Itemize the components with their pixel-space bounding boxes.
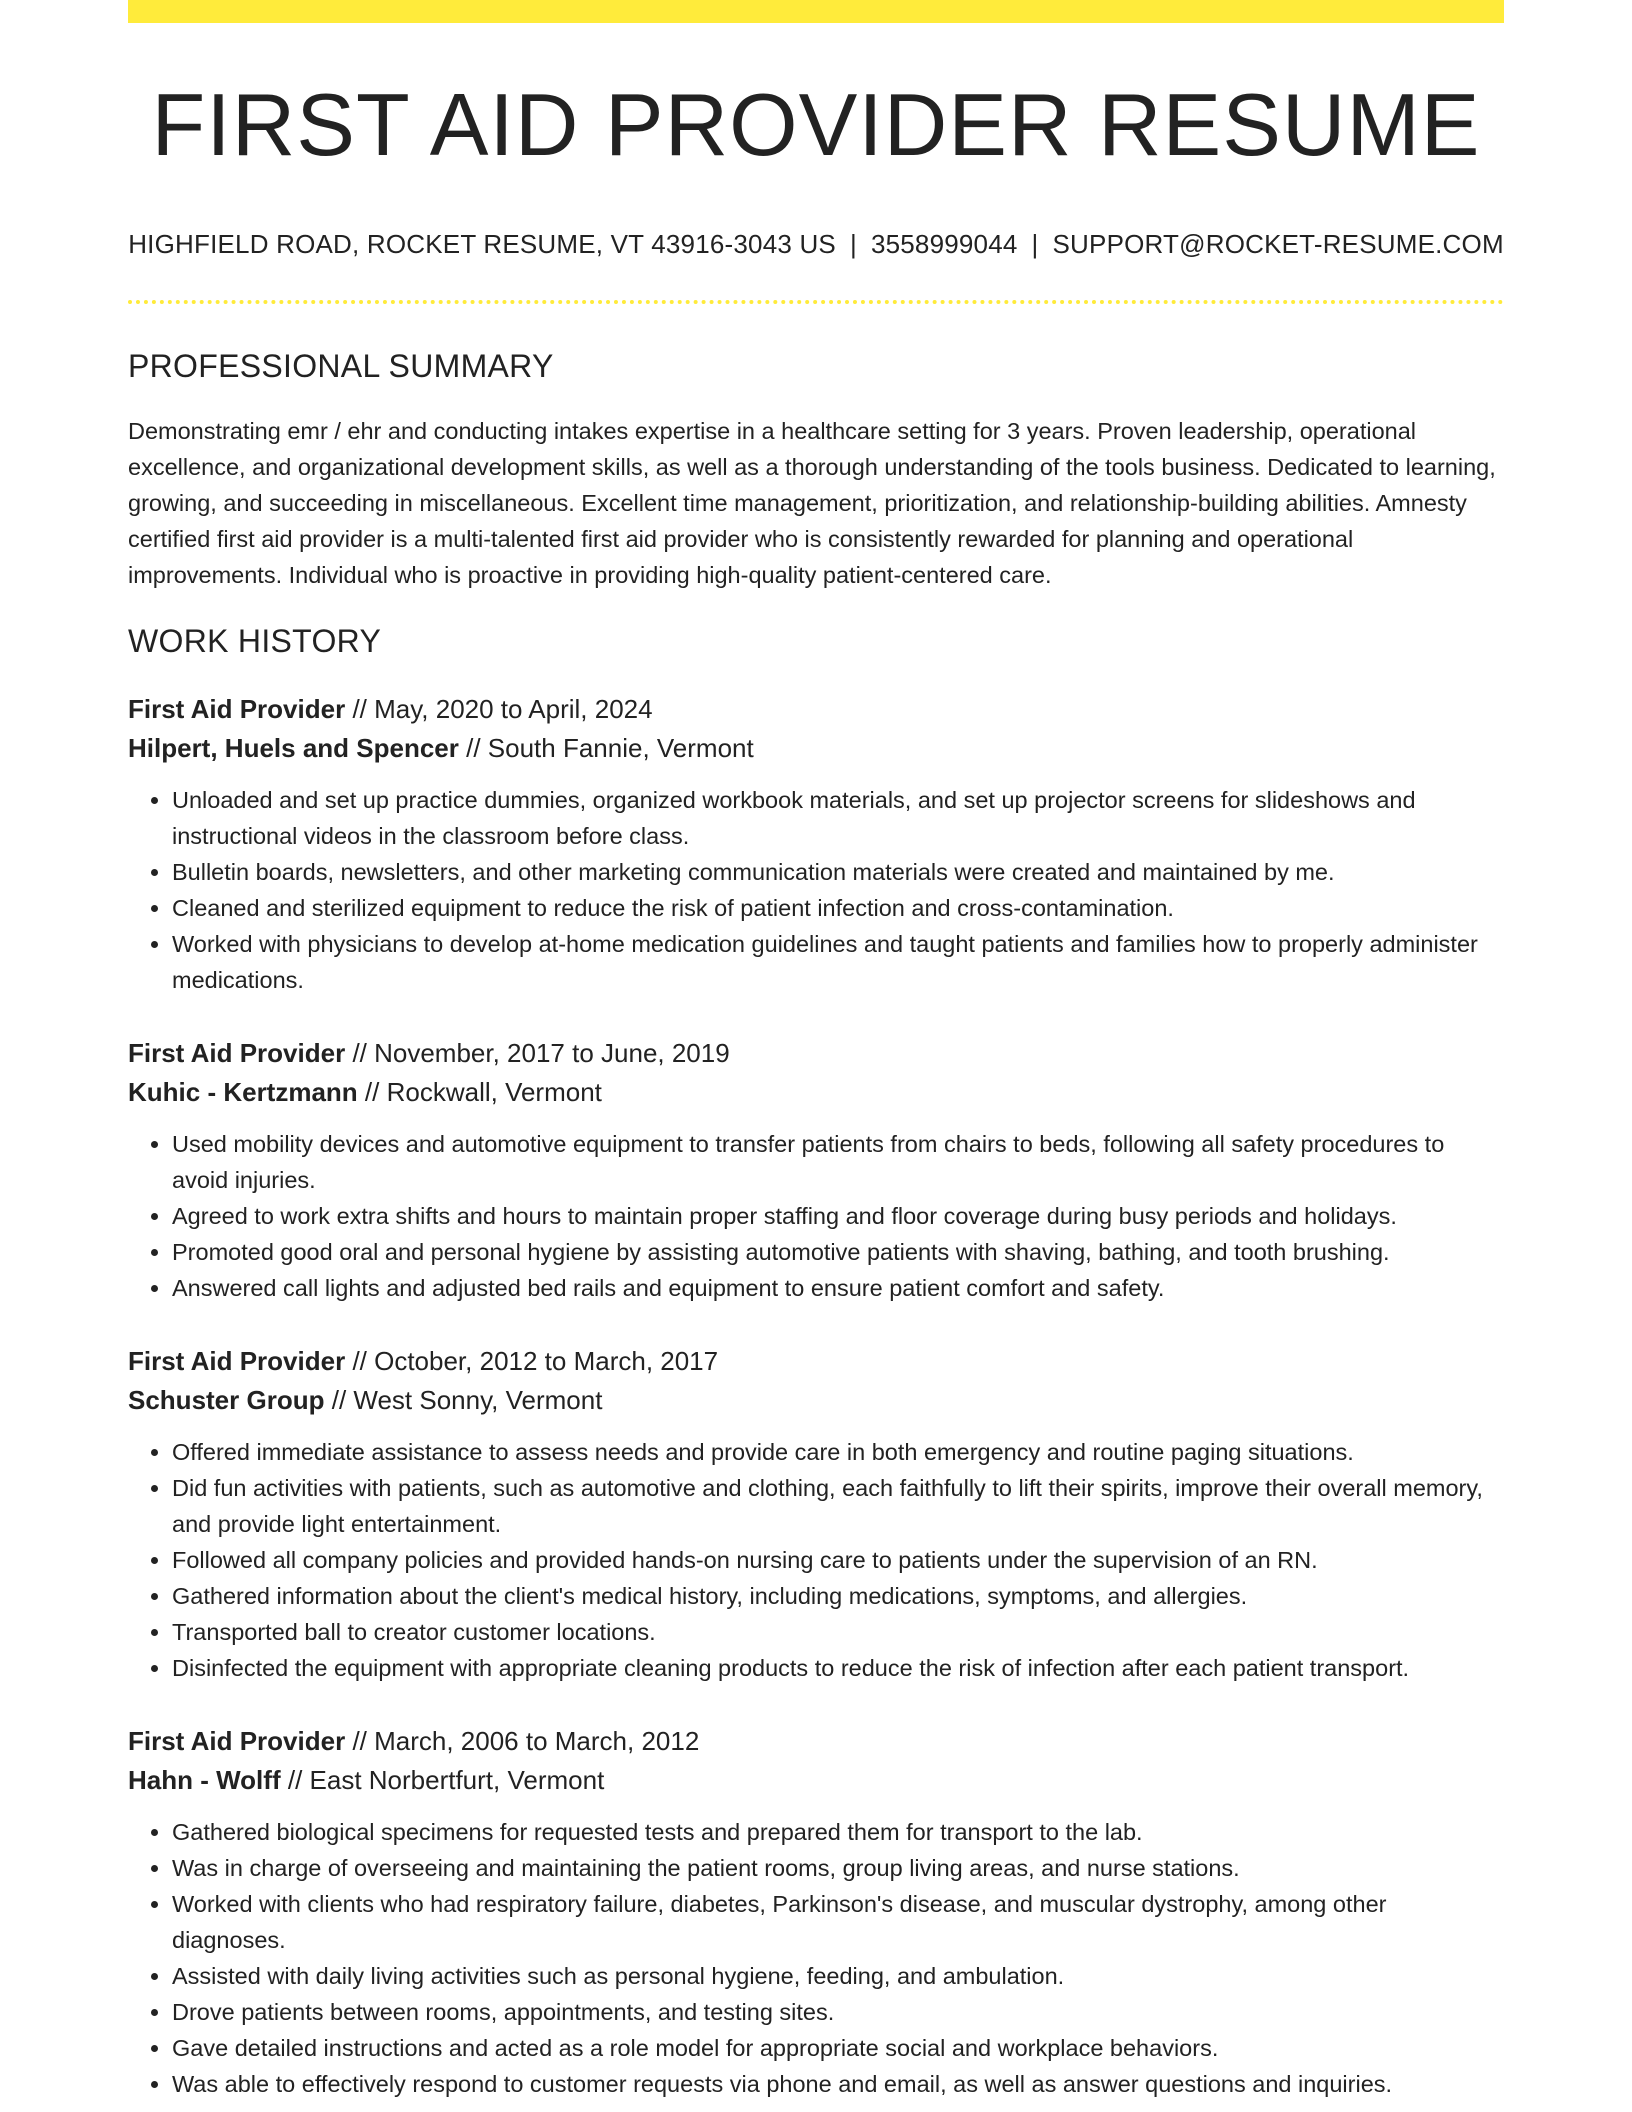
job-company-line <box>128 1761 1504 1800</box>
job-bullets <box>128 1814 1504 2102</box>
job-role: First Aid Provider <box>128 1038 346 1069</box>
section-heading-summary: PROFESSIONAL SUMMARY <box>128 348 554 385</box>
job-bullet: • Cleaned and sterilized equipment to reduce the risk of patient infection and cross-contamination. <box>172 890 1504 926</box>
job-location: // West Sonny, Vermont <box>331 1385 603 1416</box>
job-bullet: • Assisted with daily living activities such as personal hygiene, feeding, and ambulation. <box>172 1958 1504 1994</box>
job-location: // Rockwall, Vermont <box>364 1077 602 1108</box>
job-bullet: • Unloaded and set up practice dummies, organized workbook materials, and set up projector screens for slideshows and instructional videos in the classroom before class. <box>172 782 1504 854</box>
job-location: // East Norbertfurt, Vermont <box>287 1765 605 1796</box>
job-bullet: • Transported ball to creator customer locations. <box>172 1614 1504 1650</box>
job-bullet: • Disinfected the equipment with appropriate cleaning products to reduce the risk of infection after each patient transport. <box>172 1650 1504 1686</box>
summary-text: Demonstrating emr / ehr and conducting intakes expertise in a healthcare setting for 3 years. Proven leadership, operational excellence, and organizational development skills, as well as a thorough understanding of the tools business. Dedicated to learning, growing, and succeeding in miscellaneous. Excellent time management, prioritization, and relationship-building abilities. Amnesty certified first aid provider is a multi-talented first aid provider who is consistently rewarded for planning and operational improvements. Individual who is proactive in providing high-quality patient-centered care. <box>128 418 1496 589</box>
job-company-line <box>128 1381 1504 1420</box>
job-location: // South Fannie, Vermont <box>466 733 754 764</box>
job-dates: // November, 2017 to June, 2019 <box>352 1038 730 1069</box>
job-bullet: • Bulletin boards, newsletters, and other marketing communication materials were created and maintained by me. <box>172 854 1504 890</box>
job-bullet: • Offered immediate assistance to assess needs and provide care in both emergency and routine paging situations. <box>172 1434 1504 1470</box>
job-bullet: • Used mobility devices and automotive equipment to transfer patients from chairs to beds, following all safety procedures to avoid injuries. <box>172 1126 1504 1198</box>
contact-phone: 3558999044 <box>870 229 1018 260</box>
job-dates: // October, 2012 to March, 2017 <box>352 1346 719 1377</box>
job-title-line <box>128 690 1504 729</box>
job-bullet: • Gathered information about the client's medical history, including medications, symptoms, and allergies. <box>172 1578 1504 1614</box>
work-history-list <box>128 690 1504 2102</box>
job-bullet: • Answered call lights and adjusted bed rails and equipment to ensure patient comfort and safety. <box>172 1270 1504 1306</box>
job-entry <box>128 1722 1504 2102</box>
contact-line <box>128 229 1504 260</box>
job-bullet: • Agreed to work extra shifts and hours to maintain proper staffing and floor coverage during busy periods and holidays. <box>172 1198 1504 1234</box>
job-bullet: • Followed all company policies and provided hands-on nursing care to patients under the supervision of an RN. <box>172 1542 1504 1578</box>
job-bullet: • Gathered biological specimens for requested tests and prepared them for transport to the lab. <box>172 1814 1504 1850</box>
job-entry <box>128 1034 1504 1306</box>
job-bullet: • Worked with clients who had respiratory failure, diabetes, Parkinson's disease, and muscular dystrophy, among other diagnoses. <box>172 1886 1504 1958</box>
job-role: First Aid Provider <box>128 1726 346 1757</box>
job-bullets <box>128 1126 1504 1306</box>
contact-email: SUPPORT@ROCKET-RESUME.COM <box>1052 229 1504 260</box>
job-dates: // May, 2020 to April, 2024 <box>352 694 653 725</box>
contact-separator: | <box>1031 229 1039 260</box>
job-company: Schuster Group <box>128 1385 325 1416</box>
job-entry <box>128 690 1504 998</box>
job-title-line <box>128 1342 1504 1381</box>
job-dates: // March, 2006 to March, 2012 <box>352 1726 700 1757</box>
job-bullets <box>128 1434 1504 1686</box>
job-entry <box>128 1342 1504 1686</box>
job-company-line <box>128 1073 1504 1112</box>
job-bullet: • Was in charge of overseeing and maintaining the patient rooms, group living areas, and nurse stations. <box>172 1850 1504 1886</box>
job-bullets <box>128 782 1504 998</box>
job-bullet: • Promoted good oral and personal hygiene by assisting automotive patients with shaving, bathing, and tooth brushing. <box>172 1234 1504 1270</box>
job-bullet: • Worked with physicians to develop at-home medication guidelines and taught patients and families how to properly administer medications. <box>172 926 1504 998</box>
resume-title: FIRST AID PROVIDER RESUME <box>151 75 1481 174</box>
job-role: First Aid Provider <box>128 1346 346 1377</box>
dotted-divider <box>128 300 1504 304</box>
job-company: Hahn - Wolff <box>128 1765 281 1796</box>
job-company-line <box>128 729 1504 768</box>
resume-page <box>128 0 1504 2102</box>
accent-bar <box>128 0 1504 23</box>
job-bullet: • Gave detailed instructions and acted as a role model for appropriate social and workplace behaviors. <box>172 2030 1504 2066</box>
job-title-line <box>128 1034 1504 1073</box>
job-company: Kuhic - Kertzmann <box>128 1077 358 1108</box>
job-bullet: • Did fun activities with patients, such as automotive and clothing, each faithfully to lift their spirits, improve their overall memory, and provide light entertainment. <box>172 1470 1504 1542</box>
job-title-line <box>128 1722 1504 1761</box>
contact-address: HIGHFIELD ROAD, ROCKET RESUME, VT 43916-3043 US <box>128 229 836 260</box>
section-heading-work: WORK HISTORY <box>128 623 382 660</box>
job-bullet: • Was able to effectively respond to customer requests via phone and email, as well as answer questions and inquiries. <box>172 2066 1504 2102</box>
job-company: Hilpert, Huels and Spencer <box>128 733 459 764</box>
contact-separator: | <box>849 229 857 260</box>
job-bullet: • Drove patients between rooms, appointments, and testing sites. <box>172 1994 1504 2030</box>
job-role: First Aid Provider <box>128 694 346 725</box>
